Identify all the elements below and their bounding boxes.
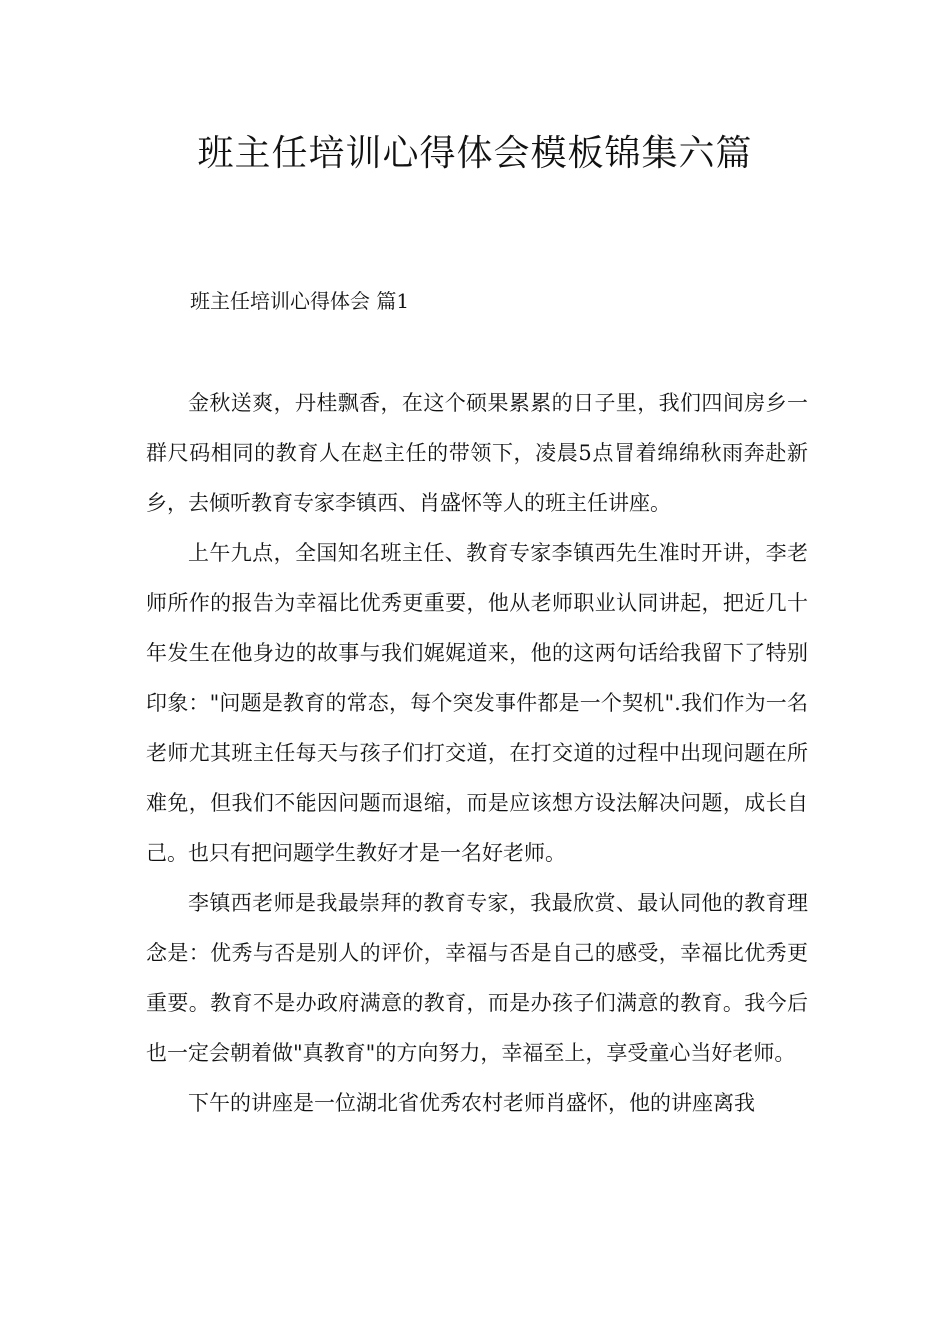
document-title: 班主任培训心得体会模板锦集六篇 bbox=[197, 133, 753, 174]
paragraph: 上午九点，全国知名班主任、教育专家李镇西先生准时开讲，李老师所作的报告为幸福比优秀更重要，他从老师职业认同讲起，把近几十年发生在他身边的故事与我们娓娓道来，他的这两句话给我留下了特别印象："问题是教育的常态，每个突发事件都是一个契机".我们作为一名老师尤其班主任每天与孩子们打交道，在打交道的过程中出现问题在所难免，但我们不能因问题而退缩，而是应该想方设法解决问题，成长自己。也只有把问题学生教好才是一名好老师。 bbox=[146, 541, 808, 865]
paragraph: 下午的讲座是一位湖北省优秀农村老师肖盛怀，他的讲座离我 bbox=[188, 1091, 755, 1115]
body-text bbox=[146, 378, 808, 1128]
paragraph: 金秋送爽，丹桂飘香，在这个硕果累累的日子里，我们四间房乡一群尺码相同的教育人在赵主任的带领下，凌晨5点冒着绵绵秋雨奔赴新乡，去倾听教育专家李镇西、肖盛怀等人的班主任讲座。 bbox=[146, 391, 808, 515]
section-heading: 班主任培训心得体会 篇1 bbox=[190, 289, 410, 313]
paragraph: 李镇西老师是我最崇拜的教育专家，我最欣赏、最认同他的教育理念是：优秀与否是别人的评价，幸福与否是自己的感受，幸福比优秀更重要。教育不是办政府满意的教育，而是办孩子们满意的教育。我今后也一定会朝着做"真教育"的方向努力，幸福至上，享受童心当好老师。 bbox=[146, 891, 808, 1065]
